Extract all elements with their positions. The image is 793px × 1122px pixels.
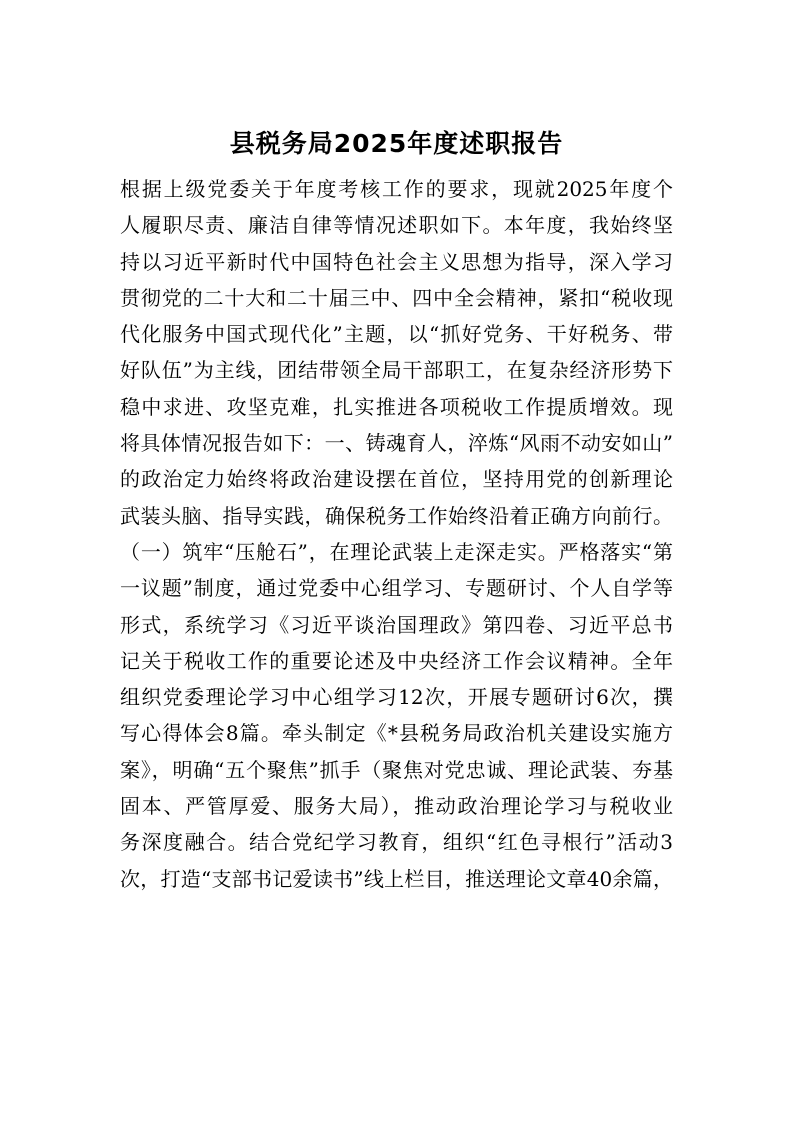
body-line: 的政治定力始终将政治建设摆在首位，坚持用党的创新理论	[120, 467, 673, 492]
document-body	[120, 171, 673, 897]
body-line: 将具体情况报告如下：一、铸魂育人，淬炼“风雨不动安如山”	[120, 431, 673, 456]
body-line: 代化服务中国式现代化”主题，以“抓好党务、干好税务、带	[120, 322, 673, 347]
body-line: 持以习近平新时代中国特色社会主义思想为指导，深入学习	[120, 249, 673, 274]
body-line: 次，打造“支部书记爱读书”线上栏目，推送理论文章40余篇，	[120, 866, 673, 891]
body-line: 固本、严管厚爱、服务大局），推动政治理论学习与税收业	[120, 794, 673, 819]
body-line: 写心得体会8篇。牵头制定《*县税务局政治机关建设实施方	[120, 721, 673, 746]
body-line: 人履职尽责、廉洁自律等情况述职如下。本年度，我始终坚	[120, 213, 673, 238]
body-line: 武装头脑、指导实践，确保税务工作始终沿着正确方向前行。	[120, 503, 673, 528]
body-line: 贯彻党的二十大和二十届三中、四中全会精神，紧扣“税收现	[120, 285, 673, 310]
body-line: 一议题”制度，通过党委中心组学习、专题研讨、个人自学等	[120, 576, 673, 601]
body-line: 组织党委理论学习中心组学习12次，开展专题研讨6次，撰	[120, 685, 673, 710]
body-line: 好队伍”为主线，团结带领全局干部职工，在复杂经济形势下	[120, 358, 673, 383]
body-line: 稳中求进、攻坚克难，扎实推进各项税收工作提质增效。现	[120, 394, 673, 419]
body-line: 根据上级党委关于年度考核工作的要求，现就2025年度个	[120, 177, 673, 201]
body-line: 务深度融合。结合党纪学习教育，组织“红色寻根行”活动3	[120, 830, 673, 855]
body-line: 形式，系统学习《习近平谈治国理政》第四卷、习近平总书	[120, 612, 673, 637]
body-line: （一）筑牢“压舱石”，在理论武装上走深走实。严格落实“第	[120, 539, 673, 564]
body-line: 案》，明确“五个聚焦”抓手（聚焦对党忠诚、理论武装、夯基	[120, 757, 673, 782]
document-title: 县税务局2025年度述职报告	[229, 129, 564, 158]
body-line: 记关于税收工作的重要论述及中央经济工作会议精神。全年	[120, 648, 673, 673]
